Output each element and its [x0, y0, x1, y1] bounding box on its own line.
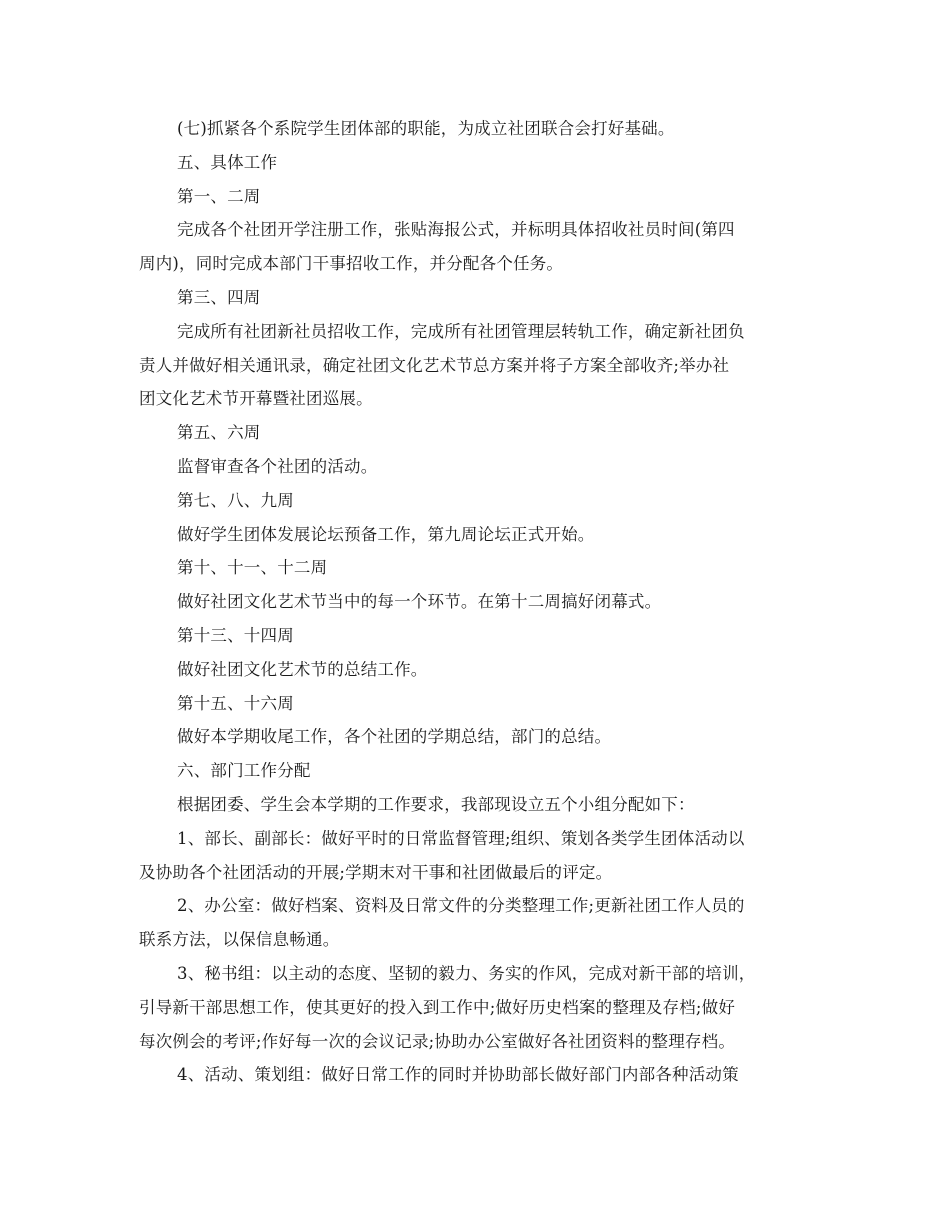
text-line: 做好社团文化艺术节当中的每一个环节。在第十二周搞好闭幕式。	[177, 592, 662, 612]
text-line: 五、具体工作	[177, 152, 278, 172]
text-line: 根据团委、学生会本学期的工作要求，我部现设立五个小组分配如下：	[177, 794, 695, 814]
text-line: 监督审查各个社团的活动。	[177, 456, 378, 476]
text-line: 第七、八、九周	[177, 490, 294, 510]
text-line: 及协助各个社团活动的开展;学期末对干事和社团做最后的评定。	[139, 862, 613, 882]
text-line: 做好本学期收尾工作，各个社团的学期总结，部门的总结。	[177, 727, 612, 747]
text-line: (七)抓紧各个系院学生团体部的职能，为成立社团联合会打好基础。	[177, 119, 675, 138]
text-line: 完成各个社团开学注册工作，张贴海报公式，并标明具体招收社员时间(第四	[177, 220, 735, 240]
text-line: 联系方法，以保信息畅通。	[139, 930, 340, 950]
text-line: 第十三、十四周	[177, 625, 294, 645]
text-line: 第一、二周	[177, 186, 261, 206]
text-line: 3、秘书组：以主动的态度、坚韧的毅力、务实的作风，完成对新干部的培训，	[177, 963, 756, 983]
text-line: 做好社团文化艺术节的总结工作。	[177, 659, 428, 679]
text-line: 4、活动、策划组：做好日常工作的同时并协助部长做好部门内部各种活动策	[177, 1065, 739, 1085]
text-line: 周内)，同时完成本部门干事招收工作，并分配各个任务。	[139, 254, 564, 274]
text-line: 第三、四周	[177, 287, 261, 307]
text-line: 责人并做好相关通讯录，确定社团文化艺术节总方案并将子方案全部收齐;举办社	[139, 355, 730, 375]
text-line: 做好学生团体发展论坛预备工作，第九周论坛正式开始。	[177, 524, 595, 544]
text-line: 1、部长、副部长：做好平时的日常监督管理;组织、策划各类学生团体活动以	[177, 828, 745, 848]
text-line: 2、办公室：做好档案、资料及日常文件的分类整理工作;更新社团工作人员的	[177, 896, 745, 916]
text-line: 第十五、十六周	[177, 693, 294, 713]
text-line: 第十、十一、十二周	[177, 558, 328, 578]
text-line: 每次例会的考评;作好每一次的会议记录;协助办公室做好各社团资料的整理存档。	[139, 1031, 736, 1051]
text-line: 引导新干部思想工作，使其更好的投入到工作中;做好历史档案的整理及存档;做好	[139, 997, 736, 1017]
text-line: 完成所有社团新社员招收工作，完成所有社团管理层转轨工作，确定新社团负	[177, 321, 745, 341]
text-line: 六、部门工作分配	[177, 761, 311, 781]
document-body	[139, 112, 819, 1092]
text-line: 团文化艺术节开幕暨社团巡展。	[139, 389, 373, 409]
text-line: 第五、六周	[177, 423, 261, 443]
